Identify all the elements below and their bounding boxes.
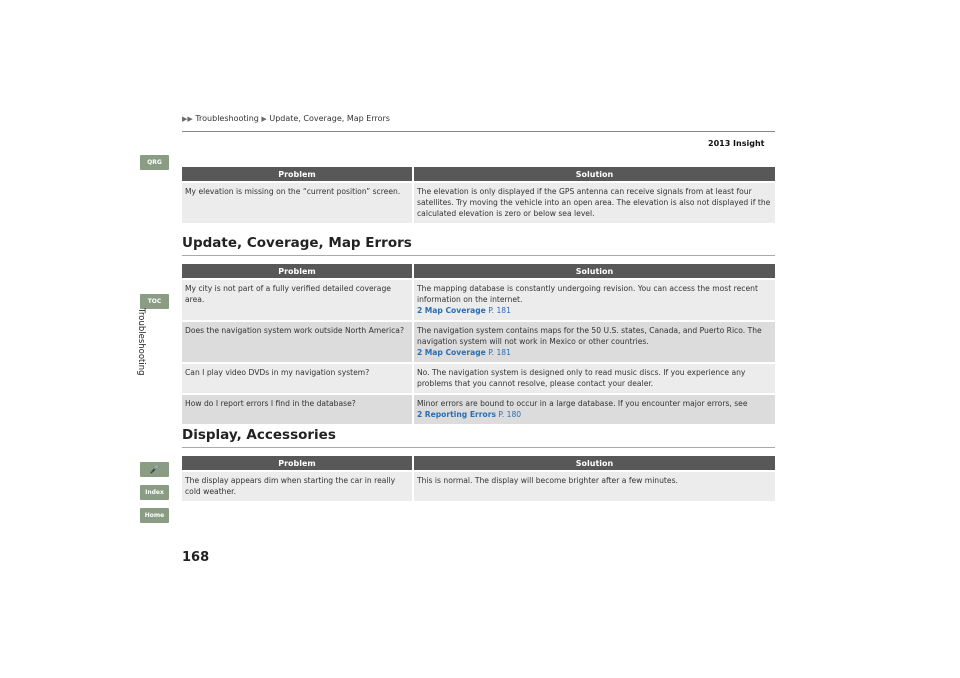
display-accessories-table bbox=[182, 456, 775, 501]
reference-arrow-icon: 2 bbox=[417, 410, 423, 419]
map-coverage-link[interactable] bbox=[417, 305, 772, 316]
update-coverage-table bbox=[182, 264, 775, 424]
qrg-tab[interactable]: QRG bbox=[140, 155, 169, 170]
reference-arrow-icon: 2 bbox=[417, 306, 423, 315]
table-row bbox=[182, 320, 775, 362]
link-page: P. 181 bbox=[488, 348, 511, 357]
page-number: 168 bbox=[182, 550, 210, 565]
problem-cell: My city is not part of a fully verified detailed coverage area. bbox=[182, 278, 414, 320]
section-rule bbox=[182, 255, 775, 256]
breadcrumb bbox=[182, 114, 390, 123]
link-page: P. 181 bbox=[488, 306, 511, 315]
section-rule bbox=[182, 447, 775, 448]
section-title-update-coverage: Update, Coverage, Map Errors bbox=[182, 235, 412, 251]
solution-header: Solution bbox=[414, 167, 775, 181]
table-row bbox=[182, 393, 775, 424]
voice-command-tab[interactable] bbox=[140, 462, 169, 477]
reporting-errors-link[interactable] bbox=[417, 409, 772, 420]
reference-arrow-icon: 2 bbox=[417, 348, 423, 357]
breadcrumb-parent[interactable]: Troubleshooting bbox=[195, 114, 259, 123]
link-label: Map Coverage bbox=[424, 348, 486, 357]
table-row bbox=[182, 278, 775, 320]
link-label: Reporting Errors bbox=[424, 410, 496, 419]
solution-cell bbox=[414, 320, 775, 362]
section-title-display-accessories: Display, Accessories bbox=[182, 427, 336, 443]
chapter-label: Troubleshooting bbox=[136, 308, 146, 376]
solution-cell bbox=[414, 278, 775, 320]
problem-cell: Does the navigation system work outside North America? bbox=[182, 320, 414, 362]
home-tab[interactable]: Home bbox=[140, 508, 169, 523]
map-coverage-link[interactable] bbox=[417, 347, 772, 358]
solution-header: Solution bbox=[414, 456, 775, 470]
microphone-icon: 🎤 bbox=[149, 465, 160, 474]
problem-cell: Can I play video DVDs in my navigation system? bbox=[182, 362, 414, 393]
solution-cell: No. The navigation system is designed only to read music discs. If you experience any problems that you cannot resolve, please contact your dealer. bbox=[414, 362, 775, 393]
index-tab[interactable]: Index bbox=[140, 485, 169, 500]
solution-cell bbox=[414, 393, 775, 424]
model-name: 2013 Insight bbox=[708, 139, 765, 148]
breadcrumb-arrow-icon: ▶ bbox=[261, 115, 267, 123]
problem-header: Problem bbox=[182, 456, 414, 470]
solution-text: The mapping database is constantly undergoing revision. You can access the most recent information on the internet. bbox=[417, 284, 758, 304]
problem-header: Problem bbox=[182, 167, 414, 181]
table-row bbox=[182, 362, 775, 393]
elevation-table bbox=[182, 167, 775, 223]
link-label: Map Coverage bbox=[424, 306, 486, 315]
solution-header: Solution bbox=[414, 264, 775, 278]
table-row bbox=[182, 181, 775, 223]
problem-cell: How do I report errors I find in the database? bbox=[182, 393, 414, 424]
header-rule bbox=[182, 131, 775, 132]
solution-cell: The elevation is only displayed if the GPS antenna can receive signals from at least four satellites. Try moving the vehicle into an open area. The elevation is also not displayed if the calculated elevation is zero or below sea level. bbox=[414, 181, 775, 223]
problem-header: Problem bbox=[182, 264, 414, 278]
link-page: P. 180 bbox=[498, 410, 522, 419]
solution-text: Minor errors are bound to occur in a large database. If you encounter major errors, see bbox=[417, 399, 748, 408]
solution-cell: This is normal. The display will become brighter after a few minutes. bbox=[414, 470, 775, 501]
toc-tab[interactable]: TOC bbox=[140, 294, 169, 309]
solution-text: The navigation system contains maps for the 50 U.S. states, Canada, and Puerto Rico. The navigation system will not work in Mexico or other countries. bbox=[417, 326, 762, 346]
problem-cell: The display appears dim when starting the car in really cold weather. bbox=[182, 470, 414, 501]
breadcrumb-arrow-icon: ▶▶ bbox=[182, 115, 193, 123]
table-row bbox=[182, 470, 775, 501]
problem-cell: My elevation is missing on the “current position” screen. bbox=[182, 181, 414, 223]
breadcrumb-current: Update, Coverage, Map Errors bbox=[269, 114, 390, 123]
